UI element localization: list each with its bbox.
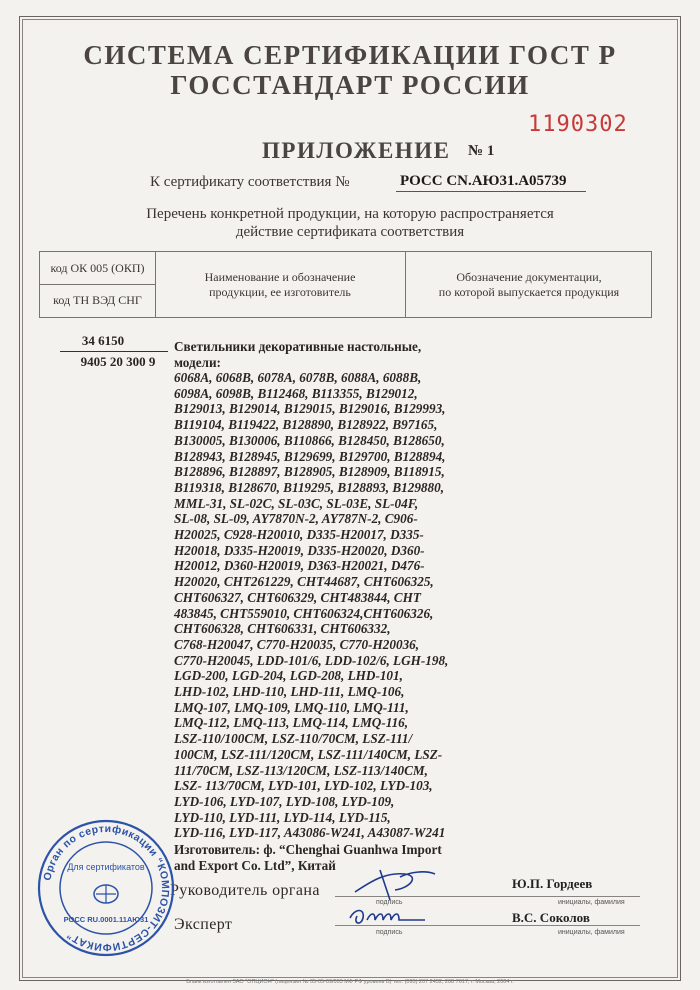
tnved-code: 9405 20 300 9 <box>80 354 156 369</box>
model-line: LSZ-110/100CM, LSZ-110/70CM, LSZ-111/ <box>174 731 413 747</box>
expert-signature-icon <box>345 900 435 930</box>
code-underline <box>60 351 168 352</box>
model-line: C768-H20047, C770-H20035, C770-H20036, <box>174 636 420 652</box>
model-line: CHT606328, CHT606331, CHT606332, <box>174 621 391 637</box>
stamp-inner-text: Для сертификатов <box>67 862 145 872</box>
model-line: LMQ-107, LMQ-109, LMQ-110, LMQ-111, <box>174 699 409 715</box>
model-line: 483845, CHT559010, CHT606324,CHT606326, <box>174 605 434 621</box>
registration-number: 1190302 <box>528 112 628 137</box>
model-line: B130005, B130006, B110866, B128450, B128650, <box>174 432 445 448</box>
product-name <box>174 339 474 370</box>
head-sign-caption: подпись <box>376 899 403 906</box>
model-line: 111/70CM, LSZ-113/120CM, LSZ-113/140CM, <box>174 762 428 778</box>
model-line: LSZ- 113/70CM, LYD-101, LYD-102, LYD-103, <box>174 778 433 794</box>
model-line: SL-08, SL-09, AY7870N-2, AY787N-2, C906- <box>174 511 418 527</box>
expert-name: В.С. Соколов <box>512 910 590 925</box>
model-line: LYD-110, LYD-111, LYD-114, LYD-115, <box>174 809 391 825</box>
model-line: H20018, D335-H20019, D335-H20020, D360- <box>174 542 425 558</box>
code-tnved-header: код ТН ВЭД СНГ <box>53 293 142 307</box>
model-line: B129013, B129014, B129015, B129016, B129993, <box>174 401 446 417</box>
certificate-underline <box>396 191 586 192</box>
annex-title: ПРИЛОЖЕНИЕ <box>262 138 451 163</box>
model-line: 100CM, LSZ-111/120CM, LSZ-111/140CM, LSZ- <box>174 746 443 762</box>
product-header-line1: Наименование и обозначение <box>204 270 356 284</box>
model-line: LMQ-112, LMQ-113, LMQ-114, LMQ-116, <box>174 715 409 731</box>
documentation-header-line1: Обозначение документации, <box>456 270 602 284</box>
code-column-divider <box>40 284 155 285</box>
model-line: H20012, D360-H20019, D363-H20021, D476- <box>174 558 425 574</box>
head-of-body-label: Руководитель органа <box>170 882 320 899</box>
head-signature-icon <box>350 862 440 902</box>
expert-initials-caption: инициалы, фамилия <box>558 929 625 936</box>
documentation-header-line2: по которой выпускается продукция <box>438 285 620 299</box>
model-line: MML-31, SL-02C, SL-03C, SL-03E, SL-04F, <box>174 495 419 511</box>
model-line: LGD-200, LGD-204, LGD-208, LHD-101, <box>174 668 403 684</box>
models-list <box>174 370 474 841</box>
manufacturer-line2: and Export Co. Ltd”, Китай <box>174 857 336 873</box>
model-line: LYD-116, LYD-117, A43086-W241, A43087-W241 <box>174 825 446 841</box>
header-table <box>39 251 652 318</box>
model-line: H20025, C928-H20010, D335-H20017, D335- <box>174 527 424 543</box>
code-column <box>40 252 156 317</box>
model-line: B128896, B128897, B128905, B128909, B118915, <box>174 464 445 480</box>
okp-code: 34 6150 <box>81 333 125 348</box>
product-name-line1: Светильники декоративные настольные, <box>174 339 422 354</box>
head-initials-caption: инициалы, фамилия <box>558 899 625 906</box>
seal-stamp-icon <box>36 818 176 958</box>
product-header-line2: продукции, ее изготовитель <box>209 285 351 299</box>
list-title-line2: действие сертификата соответствия <box>235 224 465 240</box>
model-line: 6098A, 6098B, B112468, B113355, B129012, <box>174 385 418 401</box>
model-line: CHT606327, CHT606329, CHT483844, CHT <box>174 589 421 605</box>
stamp-ring-text: Орган по сертификации “КОМПОЗИТ-СЕРТИФИКАТ” <box>41 822 172 954</box>
expert-label: Эксперт <box>174 916 233 933</box>
expert-sign-caption: подпись <box>376 929 403 936</box>
model-line: LHD-102, LHD-110, LHD-111, LMQ-106, <box>174 684 405 700</box>
stamp-code: РОСС RU.0001.11АЮ31 <box>63 915 149 924</box>
product-column <box>155 252 406 317</box>
form-footer: Бланк изготовлен ЗАО "ОПЦИОН" (лицензия № 05-05-09/003 МФ РФ уровень В) тел. (095) 207 2432, 208 7617, г. Москва, 2004 г. <box>186 979 514 985</box>
agency-title: ГОССТАНДАРТ РОССИИ <box>170 70 530 100</box>
system-title: СИСТЕМА СЕРТИФИКАЦИИ ГОСТ Р <box>83 40 617 70</box>
head-name: Ю.П. Гордеев <box>512 876 593 891</box>
model-line: 6068A, 6068B, 6078A, 6078B, 6088A, 6088B, <box>174 370 422 385</box>
model-line: C770-H20045, LDD-101/6, LDD-102/6, LGH-198, <box>174 652 449 668</box>
list-title-line1: Перечень конкретной продукции, на которую распространяется <box>146 206 554 222</box>
model-line: B119318, B128670, B119295, B128893, B129880, <box>174 479 445 495</box>
annex-number: № 1 <box>468 143 495 159</box>
model-line: B119104, B119422, B128890, B128922, B97165, <box>174 417 438 433</box>
certificate-label: К сертификату соответствия № <box>150 174 350 190</box>
model-line: LYD-106, LYD-107, LYD-108, LYD-109, <box>174 793 395 809</box>
model-line: H20020, CHT261229, CHT44687, CHT606325, <box>174 574 434 590</box>
model-line: B128943, B128945, B129699, B129700, B128894, <box>174 448 446 464</box>
certificate-number: РОСС CN.АЮ31.А05739 <box>400 173 567 189</box>
code-okp-header: код ОК 005 (ОКП) <box>50 261 145 275</box>
manufacturer-line1: Изготовитель: ф. “Chenghai Guanhwa Import <box>174 842 442 857</box>
product-name-line2: модели: <box>174 354 221 370</box>
